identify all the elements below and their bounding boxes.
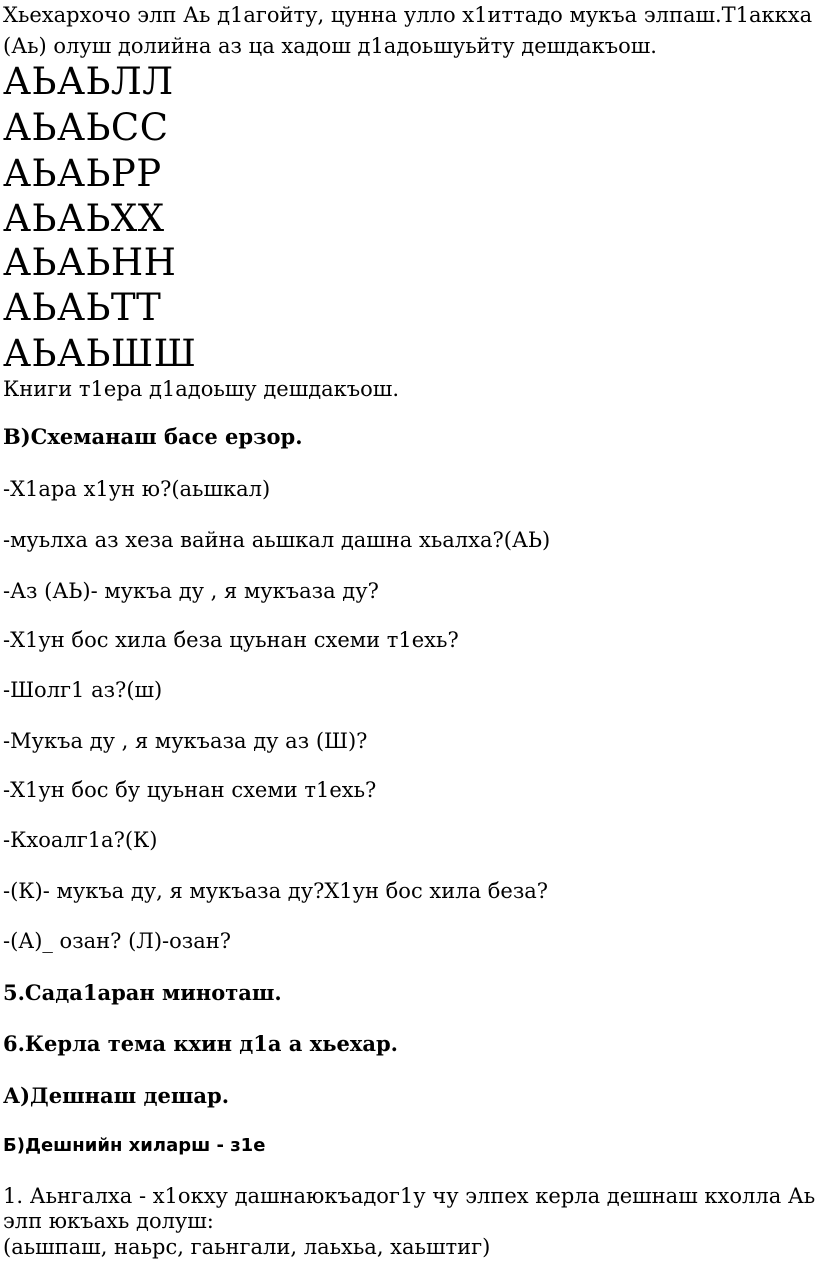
section-b-title: В)Схеманаш басе ерзор.: [3, 424, 303, 449]
dialog-line: -Х1ара х1ун ю?(аьшкал): [3, 477, 271, 501]
intro-line-2: (Аь) олуш долийна аз ца хадош д1адоьшуьйту дешдакъош.: [3, 34, 657, 58]
dialog-line: -муьлха аз хеза вайна аьшкал дашна хьалха?(АЬ): [3, 528, 551, 552]
syllable-line: АЬАЬШШ: [3, 332, 197, 375]
dialog-line: -Х1ун бос хила беза цуьнан схеми т1ехь?: [3, 628, 459, 652]
intro-line-1: Хьехархочо элп Аь д1агойту, цунна улло х1иттадо мукъа элпаш.Т1аккха: [3, 3, 813, 27]
dialog-line: -Аз (АЬ)- мукъа ду , я мукъаза ду?: [3, 579, 379, 603]
task-line-3: (аьшпаш, наьрс, гаьнгали, лаьхьа, хаьштиг): [3, 1235, 491, 1259]
syllable-line: АЬАЬНН: [3, 241, 177, 284]
syllable-line: АЬАЬСС: [3, 106, 169, 149]
heading-6: 6.Керла тема кхин д1а а хьехар.: [3, 1031, 398, 1056]
dialog-line: -Х1ун бос бу цуьнан схеми т1ехь?: [3, 778, 377, 802]
heading-b: Б)Дешнийн хиларш - з1е: [3, 1135, 266, 1156]
syllable-line: АЬАЬЛЛ: [3, 60, 174, 103]
heading-5: 5.Сада1аран миноташ.: [3, 980, 282, 1005]
task-line-2: элп юкъахь долуш:: [3, 1209, 214, 1233]
syllable-line: АЬАЬРР: [3, 152, 162, 195]
syllable-line: АЬАЬТТ: [3, 286, 162, 329]
task-line-1: 1. Аьнгалха - х1окху дашнаюкъадог1у чу элпех керла дешнаш кхолла Аь: [3, 1184, 816, 1208]
dialog-line: -Мукъа ду , я мукъаза ду аз (Ш)?: [3, 729, 368, 753]
books-line: Книги т1ера д1адоьшу дешдакъош.: [3, 377, 399, 401]
syllable-line: АЬАЬХХ: [3, 197, 165, 240]
dialog-line: -(А)_ озан? (Л)-озан?: [3, 929, 231, 953]
heading-a: А)Дешнаш дешар.: [3, 1083, 230, 1108]
dialog-line: -Шолг1 аз?(ш): [3, 678, 163, 702]
dialog-line: -(К)- мукъа ду, я мукъаза ду?Х1ун бос хила беза?: [3, 879, 549, 903]
dialog-line: -Кхоалг1а?(К): [3, 828, 158, 852]
